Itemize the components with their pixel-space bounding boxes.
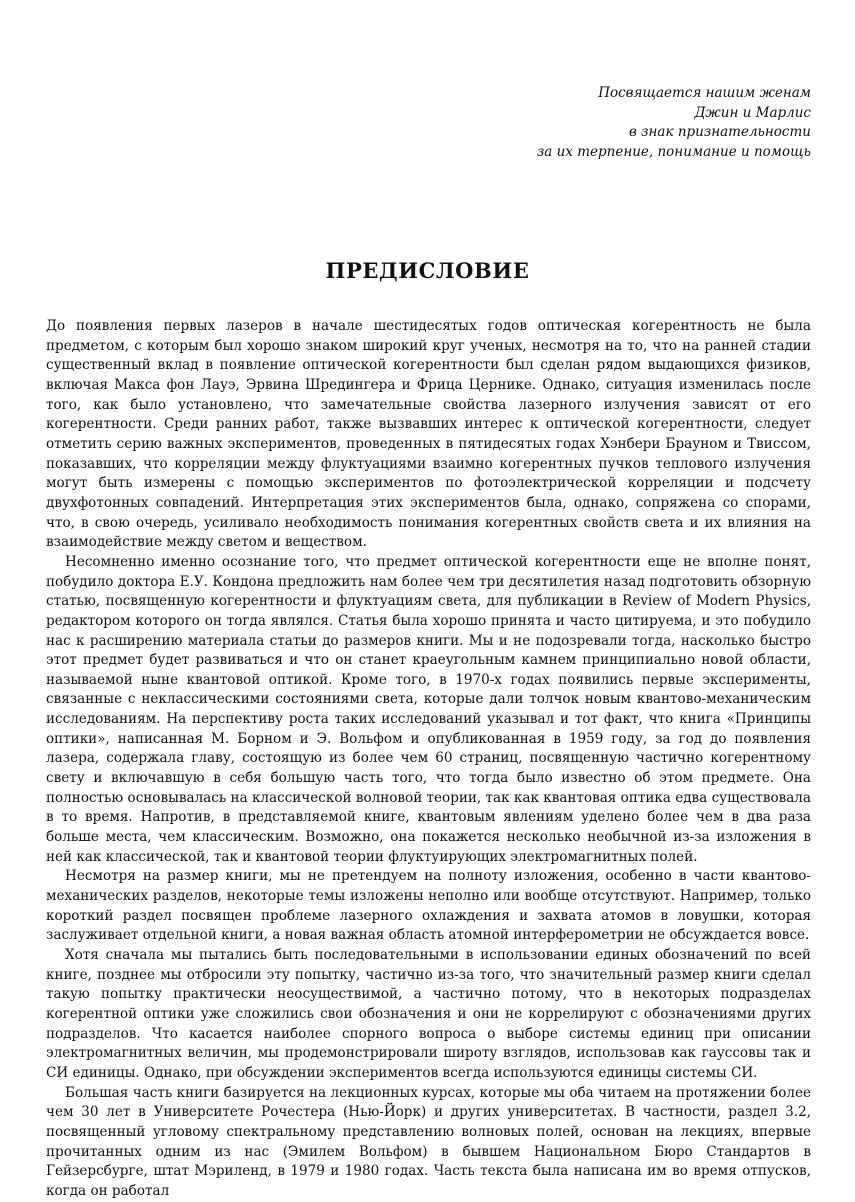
preface-body [46, 317, 811, 1202]
paragraph: Несомненно именно осознание того, что предмет оптической когерентности еще не вполне понят, побудило доктора Е.У. Кондона предложить нам более чем три десятилетия назад подготовить обзорную статью, посвященную когерентности и флуктуациям света, для публикации в Review of Modern Physics, редактором которого он тогда являлся. Статья была хорошо принята и часто цитируема, и это побудило нас к расширению материала статьи до размеров книги. Мы и не подозревали тогда, насколько быстро этот предмет будет развиваться и что он станет краеугольным камнем принципиально новой области, называемой ныне квантовой оптикой. Кроме того, в 1970-х годах появились первые эксперименты, связанные с неклассическими состояниями света, которые дали толчок новым квантово-механическим исследованиям. На перспективу роста таких исследований указывал и тот факт, что книга «Принципы оптики», написанная М. Борном и Э. Вольфом и опубликованная в 1959 году, за год до появления лазера, содержала главу, состоящую из более чем 60 страниц, посвященную частично когерентному свету и включавшую в себя большую часть того, что тогда было известно об этом предмете. Она полностью основывалась на классической волновой теории, так как квантовая оптика едва существовала в то время. Напротив, в представляемой книге, квантовым явлениям уделено более чем в два раза больше места, чем классическим. Возможно, она покажется несколько необычной из-за изложения в ней как классической, так и квантовой теории флуктуирующих электромагнитных полей. [46, 553, 811, 865]
dedication-line: Джин и Марлис [694, 104, 811, 121]
paragraph: Большая часть книги базируется на лекционных курсах, которые мы оба читаем на протяжении более чем 30 лет в Университете Рочестера (Нью-Йорк) и других университетах. В частности, раздел 3.2, посвященный угловому спектральному представлению волновых полей, основан на лекциях, впервые прочитанных одним из нас (Эмилем Вольфом) в бывшем Национальном Бюро Стандартов в Гейзерсбурге, штат Мэриленд, в 1979 и 1980 годах. Часть текста была написана им во время отпусков, когда он работал [46, 1084, 811, 1199]
paragraph: Хотя сначала мы пытались быть последовательными в использовании единых обозначений по всей книге, позднее мы отбросили эту попытку, частично из-за того, что значительный размер книги сделал такую попытку практически неосуществимой, а частично потому, что в некоторых подразделах когерентной оптики уже сложились свои обозначения и они не коррелируют с обозначениями других подразделов. Что касается наиболее спорного вопроса о выборе системы единиц при описании электромагнитных величин, мы продемонстрировали широту взглядов, использовав как гауссовы так и СИ единицы. Однако, при обсуждении экспериментов всегда используются единицы системы СИ. [46, 947, 811, 1081]
dedication-line: в знак признательности [629, 124, 811, 140]
dedication [537, 84, 811, 162]
paragraph: Несмотря на размер книги, мы не претендуем на полноту изложения, особенно в части квантово-механических разделов, некоторые темы изложены неполно или вообще отсутствуют. Например, только короткий раздел посвящен проблеме лазерного охлаждения и захвата атомов в ловушки, которая заслуживает отдельной книги, а новая важная область атомной интерферометрии не обсуждается вовсе. [46, 868, 811, 944]
dedication-line: за их терпение, понимание и помощь [536, 143, 811, 160]
paragraph: До появления первых лазеров в начале шестидесятых годов оптическая когерентность не была предметом, с которым был хорошо знаком широкий круг ученых, несмотря на то, что на ранней стадии существенный вклад в появление оптической когерентности был сделан рядом выдающихся физиков, включая Макса фон Лауэ, Эрвина Шредингера и Фрица Цернике. Однако, ситуация изменилась после того, как было установлено, что замечательные свойства лазерного излучения зависят от его когерентности. Среди ранних работ, также вызвавших интерес к оптической когерентности, следует отметить серию важных экспериментов, проведенных в пятидесятых годах Хэнбери Брауном и Твиссом, показавших, что корреляции между флуктуациями взаимно когерентных пучков теплового излучения могут быть измерены с помощью экспериментов по фотоэлектрической корреляции и подсчету двухфотонных совпадений. Интерпретация этих экспериментов была, однако, сопряжена со спорами, что, в свою очередь, усиливало необходимость понимания когерентных свойств света и их влияния на взаимодействие между светом и веществом. [46, 318, 811, 551]
dedication-line: Посвящается нашим женам [598, 85, 811, 101]
page-title: ПРЕДИСЛОВИЕ [325, 258, 530, 284]
